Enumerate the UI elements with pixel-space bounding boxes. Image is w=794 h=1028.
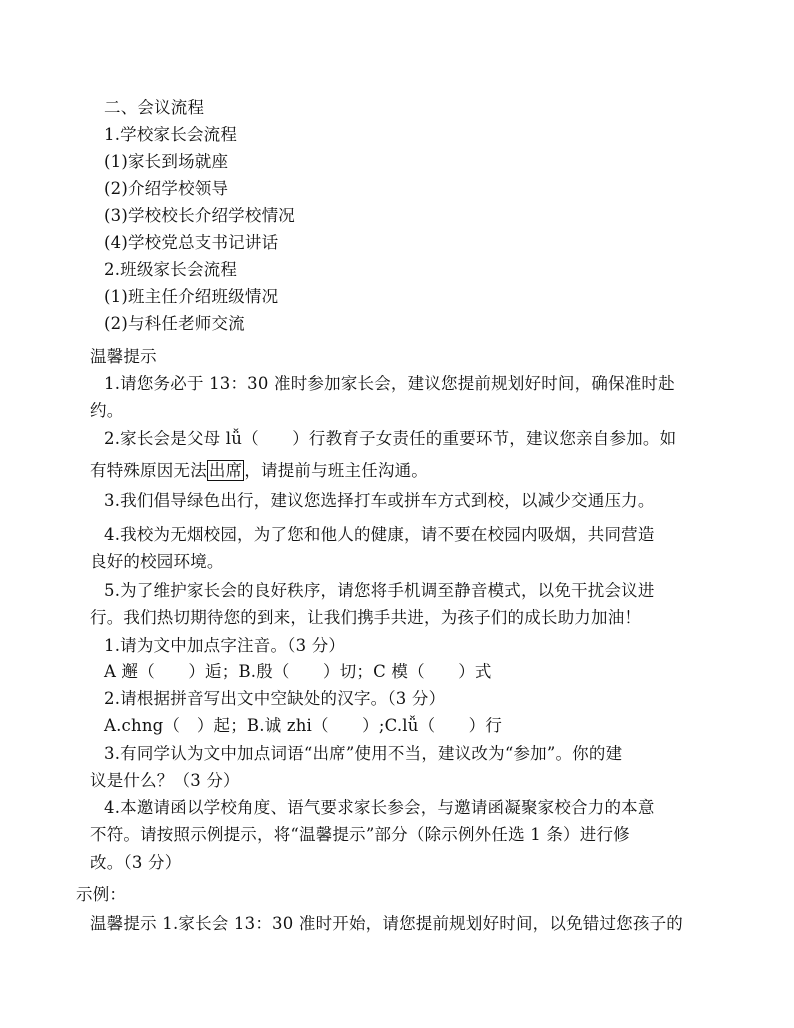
agenda-heading: 二、会议流程 xyxy=(104,98,205,117)
tip-2-text-before: 有特殊原因无法 xyxy=(90,461,207,480)
question-2: 2.请根据拼音写出文中空缺处的汉字。（3 分） xyxy=(104,689,446,708)
question-4: 4.本邀请函以学校角度、语气要求家长参会，与邀请函凝聚家校合力的本意 xyxy=(104,798,655,817)
tip-2: 2.家长会是父母 lǚ（ ）行教育子女责任的重要环节，建议您亲自参加。如 xyxy=(104,429,677,448)
school-flow-item: (2)介绍学校领导 xyxy=(104,179,229,198)
question-1: 1.请为文中加点字注音。（3 分） xyxy=(104,636,346,655)
question-2-options: A.chng（ ）起；B.诚 zhi（ ）;C.lǚ（ ）行 xyxy=(104,716,503,735)
tip-3: 3.我们倡导绿色出行，建议您选择打车或拼车方式到校，以减少交通压力。 xyxy=(104,491,655,510)
tip-4-cont: 良好的校园环境。 xyxy=(90,552,224,571)
example-text: 温馨提示 1.家长会 13：30 准时开始，请您提前规划好时间，以免错过您孩子的 xyxy=(90,914,683,933)
school-flow-item: (1)家长到场就座 xyxy=(104,152,229,171)
school-flow-title: 1.学校家长会流程 xyxy=(104,125,238,144)
tip-1: 1.请您务必于 13：30 准时参加家长会，建议您提前规划好时间，确保准时赴 xyxy=(104,374,675,393)
question-3-cont: 议是什么？（3 分） xyxy=(90,771,240,790)
tip-5-cont: 行。我们热切期待您的到来，让我们携手共进，为孩子们的成长助力加油！ xyxy=(90,608,642,627)
question-4-cont: 改。（3 分） xyxy=(90,853,182,872)
tip-1-cont: 约。 xyxy=(90,401,124,420)
tip-2-cont xyxy=(90,460,428,482)
class-flow-title: 2.班级家长会流程 xyxy=(104,260,238,279)
tip-2-text-after: ，请提前与班主任沟通。 xyxy=(244,461,429,480)
question-3: 3.有同学认为文中加点词语“出席”使用不当，建议改为“参加”。你的建 xyxy=(104,744,623,763)
example-label: 示例： xyxy=(76,885,127,904)
question-4-cont: 不符。请按照示例提示，将“温馨提示”部分（除示例外任选 1 条）进行修 xyxy=(90,825,630,844)
boxed-word-chuxi: 出席 xyxy=(208,461,243,480)
tip-5: 5.为了维护家长会的良好秩序，请您将手机调至静音模式，以免干扰会议进 xyxy=(104,581,655,600)
school-flow-item: (4)学校党总支书记讲话 xyxy=(104,233,279,252)
tip-4: 4.我校为无烟校园，为了您和他人的健康，请不要在校园内吸烟，共同营造 xyxy=(104,525,655,544)
school-flow-item: (3)学校校长介绍学校情况 xyxy=(104,206,295,225)
tips-heading: 温馨提示 xyxy=(90,347,157,366)
class-flow-item: (2)与科任老师交流 xyxy=(104,314,245,333)
class-flow-item: (1)班主任介绍班级情况 xyxy=(104,287,279,306)
question-1-options: A 邂（ ）逅；B.殷（ ）切；C 模（ ）式 xyxy=(104,662,492,681)
